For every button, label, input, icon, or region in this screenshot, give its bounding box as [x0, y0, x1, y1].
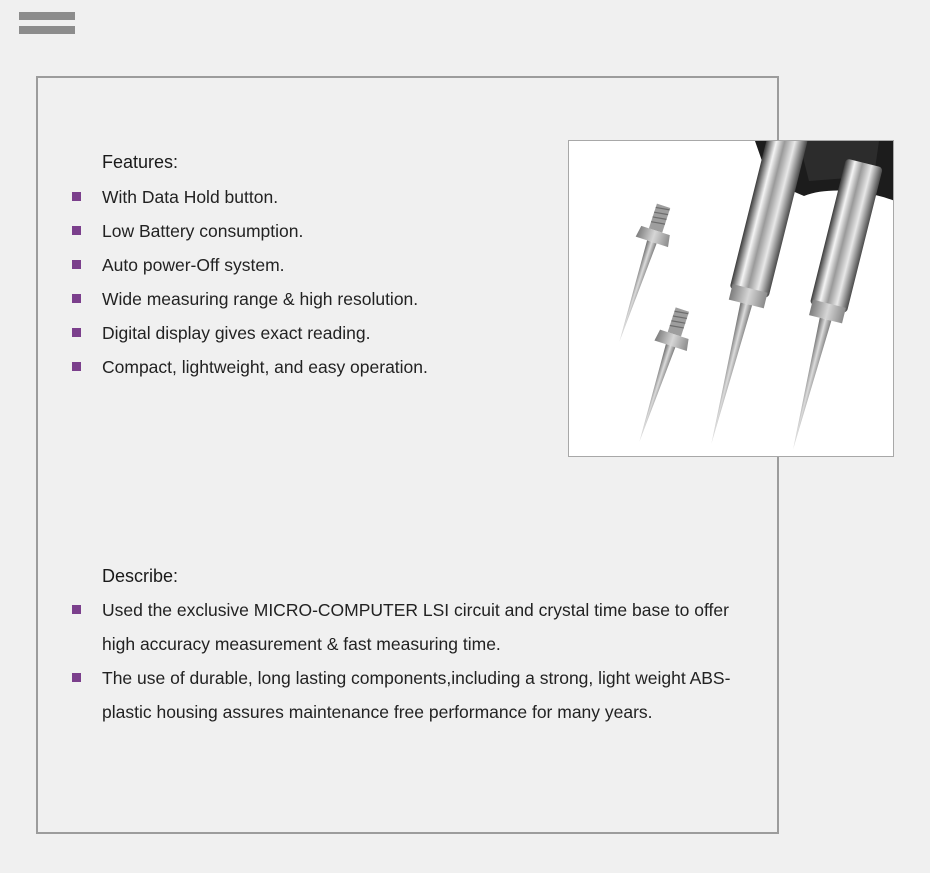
describe-list: [72, 593, 742, 729]
square-bullet-icon: [72, 328, 81, 337]
square-bullet-icon: [72, 673, 81, 682]
feature-text: Low Battery consumption.: [102, 221, 304, 241]
list-item: [72, 248, 428, 282]
probe-pins-photo: [568, 140, 894, 457]
list-item: [72, 316, 428, 350]
feature-text: Wide measuring range & high resolution.: [102, 289, 419, 309]
describe-text: Used the exclusive MICRO-COMPUTER LSI circuit and crystal time base to offer high accuracy measurement & fast measuring time.: [102, 600, 729, 654]
describe-text: The use of durable, long lasting components,including a strong, light weight ABS-plastic housing assures maintenance free performance for many years.: [102, 668, 731, 722]
square-bullet-icon: [72, 294, 81, 303]
square-bullet-icon: [72, 192, 81, 201]
list-item: [72, 214, 428, 248]
probe-pins-illustration: [569, 141, 894, 457]
square-bullet-icon: [72, 260, 81, 269]
feature-text: With Data Hold button.: [102, 187, 279, 207]
list-item: [72, 593, 742, 661]
feature-text: Digital display gives exact reading.: [102, 323, 371, 343]
features-list: [72, 180, 428, 384]
feature-text: Auto power-Off system.: [102, 255, 285, 275]
hamburger-menu-icon[interactable]: [19, 12, 75, 36]
list-item: [72, 350, 428, 384]
list-item: [72, 180, 428, 214]
list-item: [72, 282, 428, 316]
square-bullet-icon: [72, 362, 81, 371]
menu-bar-bottom: [19, 26, 75, 34]
square-bullet-icon: [72, 605, 81, 614]
square-bullet-icon: [72, 226, 81, 235]
menu-bar-top: [19, 12, 75, 20]
describe-heading: Describe:: [102, 566, 179, 586]
list-item: [72, 661, 742, 729]
features-heading: Features:: [102, 152, 179, 172]
feature-text: Compact, lightweight, and easy operation.: [102, 357, 428, 377]
